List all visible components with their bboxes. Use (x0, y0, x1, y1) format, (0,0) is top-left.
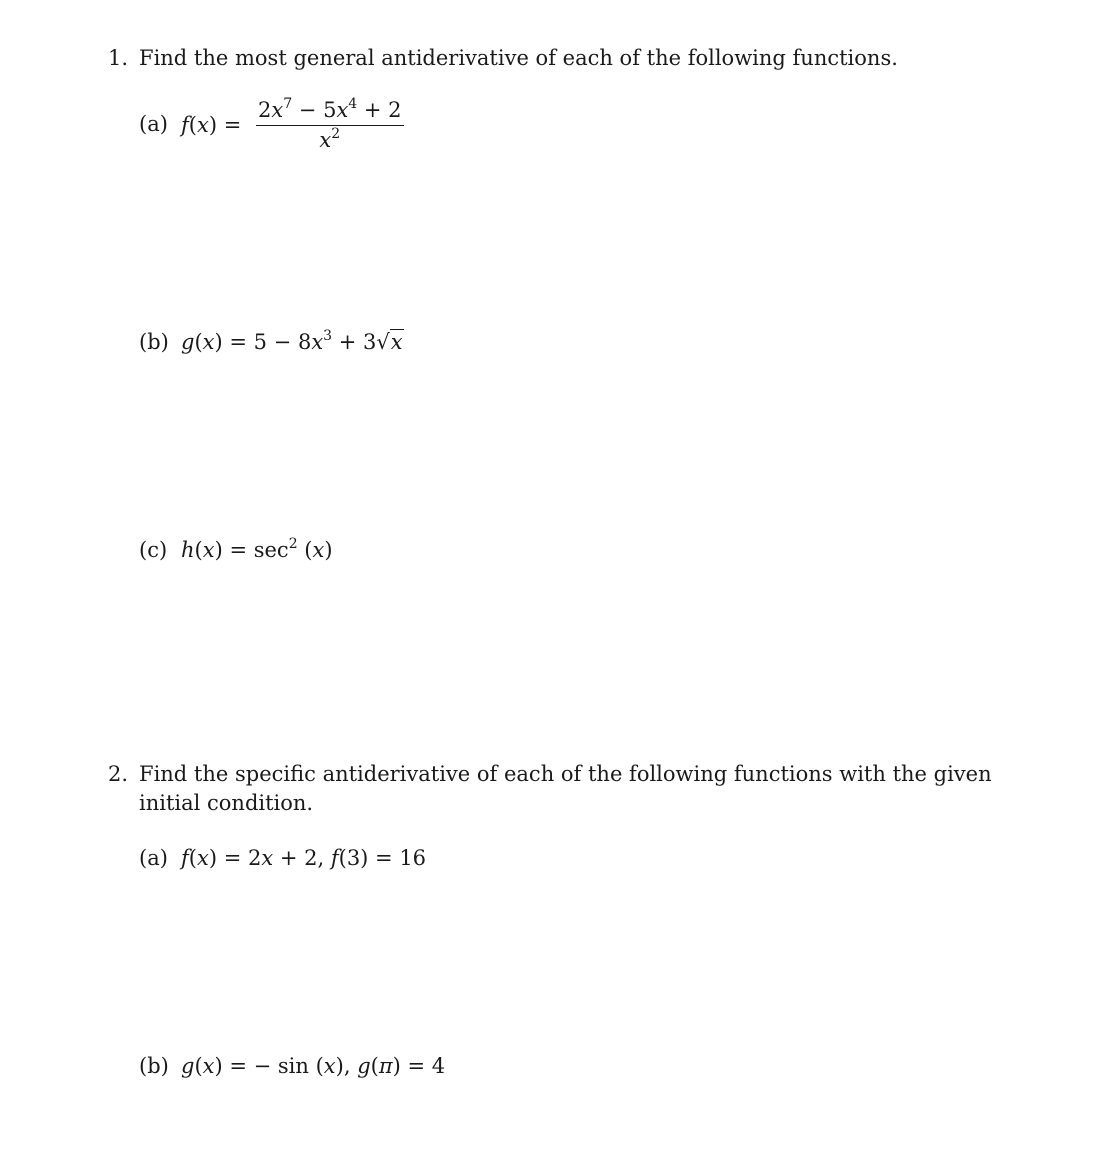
problem-1c-label: (c) (139, 538, 168, 562)
problem-1-text: Find the most general antiderivative of each of the following functions. (139, 46, 898, 70)
problem-1a-label: (a) (139, 111, 168, 136)
problem-1a-numerator: $2x^7 - 5x^4 + 2$ (256, 98, 404, 126)
problem-1b-label: (b) (139, 330, 169, 354)
problem-2-number: 2. (108, 762, 129, 786)
problem-1a: (a) f(x) = $\frac{2x^7 - 5x^4 + 2}{x^2}$ (139, 96, 402, 152)
problem-1a-lhs: f (181, 113, 189, 137)
sqrt-symbol: √x (376, 330, 403, 354)
problem-1-number: 1. (108, 46, 129, 70)
problem-2a-label: (a) (139, 846, 168, 870)
problem-2-text: Find the specific antiderivative of each of the following functions with the given initial condition. (139, 762, 992, 815)
problem-1c: (c) $h(x) = \sec^2 (x)$ (139, 536, 333, 562)
problem-2b-label: (b) (139, 1054, 169, 1078)
problem-2b: (b) g(x) = − sin (x), g(π) = 4 (139, 1054, 446, 1078)
problem-1b: (b) $g(x) = 5 - 8x^3 + 3√x$ (139, 328, 403, 354)
problem-1a-denominator: $x^2$ (319, 126, 341, 152)
problem-1a-fraction (256, 98, 404, 152)
problem-2a: (a) f(x) = 2x + 2, f(3) = 16 (139, 846, 427, 870)
